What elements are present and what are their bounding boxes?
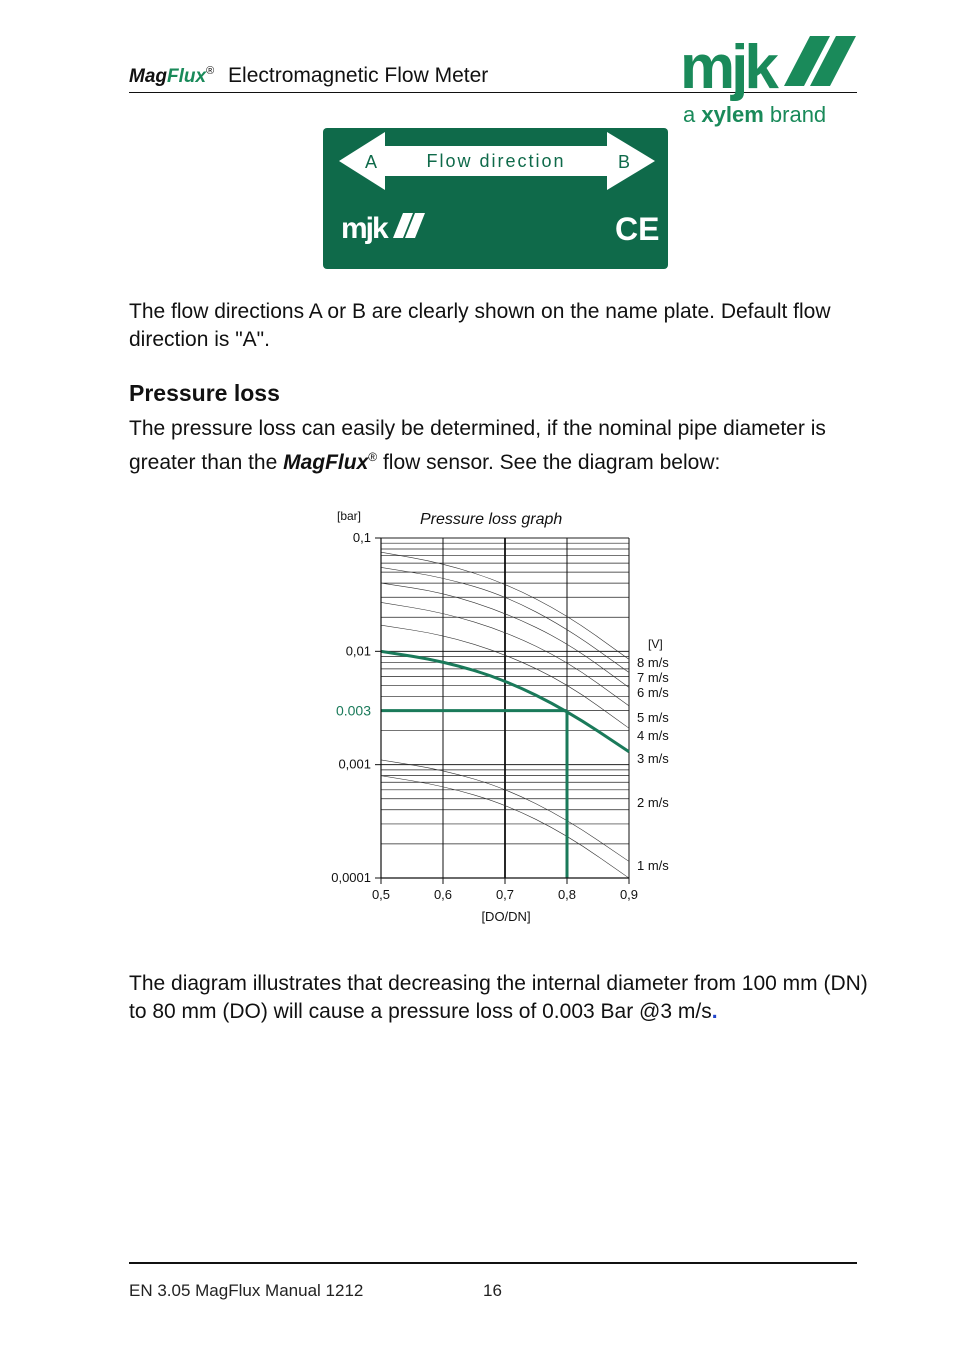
nameplate-label-b: B xyxy=(618,152,631,172)
ce-mark: CE xyxy=(615,211,660,247)
legend-label: 7 m/s xyxy=(637,670,669,685)
nameplate-flow-direction: Flow direction xyxy=(426,151,566,171)
registered-mark: ® xyxy=(368,450,378,464)
y-tick-label: 0,01 xyxy=(345,643,371,659)
paragraph-period: . xyxy=(711,1000,718,1023)
tagline-brand: brand xyxy=(769,102,827,127)
highlight-value-label: 0.003 xyxy=(335,702,371,719)
footer-page-number: 16 xyxy=(483,1281,502,1300)
brand-name-flux: Flux xyxy=(167,66,207,87)
chart-legend-title: [V] xyxy=(648,637,663,651)
paragraph-text: flow sensor. See the diagram below: xyxy=(377,451,721,474)
paragraph-text: The diagram illustrates that decreasing the internal diameter from 100 mm (DN) to 80 mm (DO) will cause a pressure loss of 0.003 Bar @3 m/s xyxy=(129,972,868,1023)
tagline-a: a xyxy=(683,102,696,127)
y-tick-label: 0,001 xyxy=(338,756,371,772)
x-tick-label: 0,8 xyxy=(557,887,577,902)
nameplate-image xyxy=(323,128,668,269)
footer-document-id: EN 3.05 MagFlux Manual 1212 xyxy=(129,1281,364,1300)
legend-label: 2 m/s xyxy=(637,795,669,810)
x-tick-label: 0,9 xyxy=(619,887,639,902)
x-tick-label: 0,6 xyxy=(433,887,453,902)
diagram-explanation-paragraph xyxy=(129,970,869,1026)
pressure-loss-chart xyxy=(320,500,680,940)
legend-label: 8 m/s xyxy=(637,655,669,670)
y-tick-label: 0,0001 xyxy=(331,870,371,885)
document-header-title xyxy=(129,64,488,88)
pressure-loss-paragraph xyxy=(129,415,869,477)
chart-title: Pressure loss graph xyxy=(420,511,563,528)
chart-highlight xyxy=(336,703,567,878)
chart-axes xyxy=(331,530,638,902)
chart-legend xyxy=(637,655,669,873)
x-tick-label: 0,5 xyxy=(371,887,391,902)
header-title: Electromagnetic Flow Meter xyxy=(228,64,489,87)
chart-x-axis-label: [DO/DN] xyxy=(481,909,531,924)
registered-mark: ® xyxy=(206,65,215,77)
flow-direction-paragraph: The flow directions A or B are clearly shown on the name plate. Default flow direction is "A". xyxy=(129,300,831,351)
nameplate-mjk-logo: mjk xyxy=(341,212,387,245)
footer-divider xyxy=(129,1262,857,1264)
brand-name-inline: MagFlux xyxy=(283,451,369,474)
legend-label: 1 m/s xyxy=(637,858,669,873)
logo-wordmark: mjk xyxy=(680,33,775,102)
section-heading-pressure-loss: Pressure loss xyxy=(129,380,280,406)
chart-y-axis-label: [bar] xyxy=(337,509,362,523)
nameplate-label-a: A xyxy=(365,152,378,172)
legend-label: 6 m/s xyxy=(637,685,669,700)
brand-name-mag: Mag xyxy=(129,66,167,87)
legend-label: 4 m/s xyxy=(637,728,669,743)
y-tick-label: 0,1 xyxy=(352,530,371,545)
paragraph-text: The pressure loss can easily be determined, if the nominal pipe diameter is greater than the xyxy=(129,417,826,474)
xylem-tagline xyxy=(683,102,826,128)
legend-label: 5 m/s xyxy=(637,710,669,725)
xylem-wordmark: xylem xyxy=(701,102,764,127)
x-tick-label: 0,7 xyxy=(495,887,515,902)
legend-label: 3 m/s xyxy=(637,751,669,766)
